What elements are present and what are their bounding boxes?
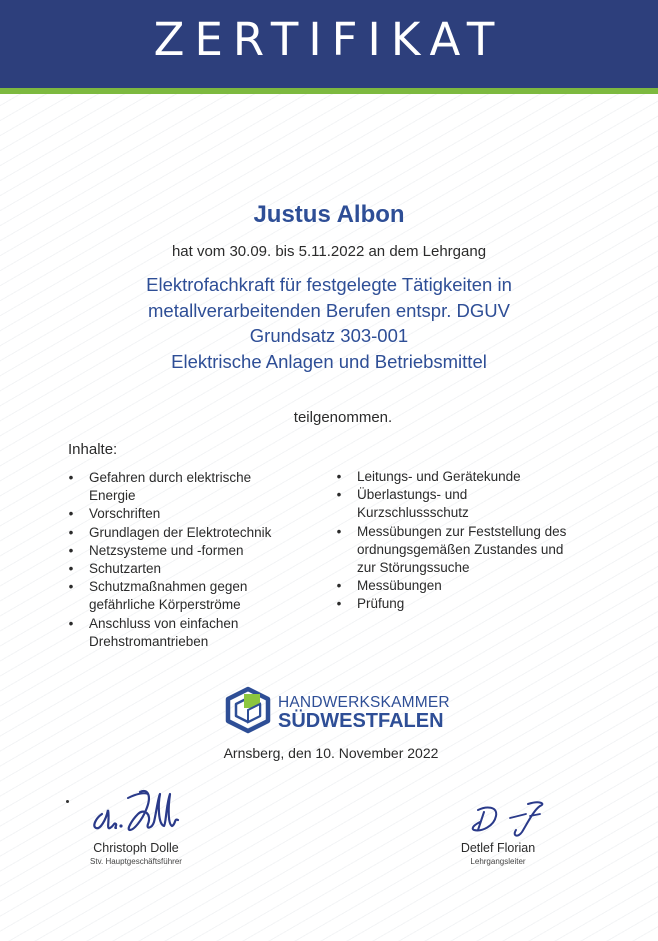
contents-list-right xyxy=(334,468,614,614)
course-title-line: metallverarbeitenden Berufen entspr. DGUV xyxy=(148,299,510,321)
contents-item-text: Schutzarten xyxy=(89,561,162,577)
bullet-icon: • xyxy=(68,470,74,485)
contents-item-text: Netzsysteme und -formen xyxy=(89,542,244,558)
contents-list-item xyxy=(66,578,316,614)
contents-item-text: Messübungen xyxy=(357,578,442,594)
bullet-icon: • xyxy=(336,487,342,503)
contents-item-text: Messübungen zur Feststellung des xyxy=(357,523,567,539)
bullet-icon: • xyxy=(68,615,74,631)
course-title-line: Grundsatz 303-001 xyxy=(249,325,409,346)
contents-item-text: Überlastungs- und xyxy=(357,487,468,503)
signatory-role-left: Stv. Hauptgeschäftsführer xyxy=(90,857,182,866)
contents-item-text: gefährliche Körperströme xyxy=(89,597,241,613)
contents-item-text: Kurzschlussschutz xyxy=(357,505,469,521)
participated-text: teilgenommen. xyxy=(293,409,393,426)
hexagon-cube-logo-icon xyxy=(222,686,274,734)
intro-text: hat vom 30.09. bis 5.11.2022 an dem Lehrgang xyxy=(171,243,487,260)
ink-speck xyxy=(66,800,69,803)
contents-list-item xyxy=(66,542,316,560)
bullet-icon: • xyxy=(336,578,342,594)
contents-list-item xyxy=(334,486,614,522)
contents-list-item xyxy=(334,595,614,613)
bullet-icon: • xyxy=(68,506,74,522)
bullet-icon: • xyxy=(336,469,342,484)
bullet-icon: • xyxy=(68,579,74,595)
contents-item-text: Gefahren durch elektrische xyxy=(89,470,252,485)
header-banner xyxy=(0,0,658,88)
contents-list-item xyxy=(334,523,614,578)
certificate-title: ZERTIFIKAT xyxy=(153,13,505,66)
course-title xyxy=(40,272,618,374)
bullet-icon: • xyxy=(336,596,342,612)
contents-list-item xyxy=(334,468,614,486)
issuer-logo xyxy=(222,686,462,734)
contents-item-text: Vorschriften xyxy=(89,506,161,522)
contents-list-item xyxy=(334,577,614,595)
place-and-date: Arnsberg, den 10. November 2022 xyxy=(223,745,439,761)
accent-divider xyxy=(0,88,658,94)
signature-left-image xyxy=(88,784,188,840)
signature-right-image xyxy=(466,798,556,840)
issuer-name-line1: HANDWERKSKAMMER xyxy=(278,694,450,711)
contents-item-text: Energie xyxy=(89,488,136,504)
contents-item-text: Drehstromantrieben xyxy=(89,633,209,649)
contents-list-item xyxy=(66,615,316,651)
bullet-icon: • xyxy=(336,523,342,539)
contents-item-text: Leitungs- und Gerätekunde xyxy=(357,469,521,484)
course-title-line: Elektrische Anlagen und Betriebsmittel xyxy=(171,350,487,372)
contents-item-text: Anschluss von einfachen xyxy=(89,615,239,631)
contents-item-text: Prüfung xyxy=(357,596,405,612)
contents-item-text: zur Störungssuche xyxy=(357,560,470,576)
recipient-name: Justus Albon xyxy=(253,201,405,228)
contents-list-item xyxy=(66,505,316,523)
signatory-name-left: Christoph Dolle xyxy=(93,841,179,855)
contents-item-text: ordnungsgemäßen Zustandes und xyxy=(357,541,564,557)
contents-list-item xyxy=(66,524,316,542)
contents-list-item xyxy=(66,469,316,505)
bullet-icon: • xyxy=(68,542,74,558)
issuer-name-line2: SÜDWESTFALEN xyxy=(278,710,444,732)
course-title-line: Elektrofachkraft für festgelegte Tätigkeiten in xyxy=(146,274,512,295)
contents-item-text: Grundlagen der Elektrotechnik xyxy=(89,524,272,540)
signatory-name-right: Detlef Florian xyxy=(460,841,536,855)
contents-item-text: Schutzmaßnahmen gegen xyxy=(89,579,248,595)
contents-list-left xyxy=(66,469,316,651)
bullet-icon: • xyxy=(68,561,74,577)
contents-list-item xyxy=(66,560,316,578)
contents-label: Inhalte: xyxy=(68,441,118,458)
bullet-icon: • xyxy=(68,524,74,540)
signatory-role-right: Lehrgangsleiter xyxy=(470,857,526,866)
